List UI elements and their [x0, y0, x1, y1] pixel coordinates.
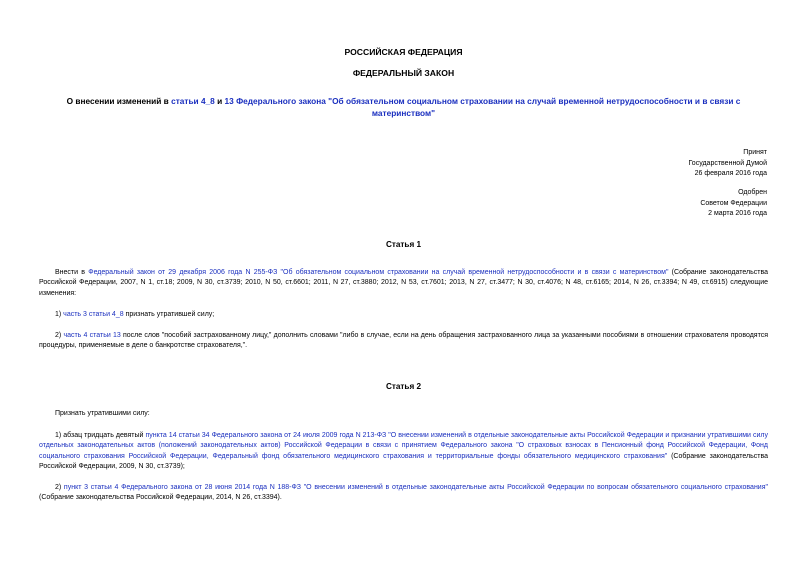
approved-line-1: Одобрен — [738, 189, 767, 196]
title-text-1: О внесении изменений в — [66, 96, 172, 106]
article-1-heading: Статья 1 — [385, 240, 422, 249]
a1-intro-text-1: Внести в — [55, 269, 89, 276]
adopted-line-1: Принят — [743, 149, 767, 156]
doc-type-heading: ФЕДЕРАЛЬНЫЙ ЗАКОН — [352, 68, 455, 78]
a2-item1-text-1: 1) абзац тридцать девятый — [55, 432, 146, 439]
adopted-line-3: 26 февраля 2016 года — [694, 170, 767, 178]
article-1-intro — [39, 268, 768, 299]
law-title — [44, 96, 763, 119]
approved-line-3: 2 марта 2016 года — [708, 210, 767, 218]
a1-item1-link[interactable]: часть 3 статьи 4_8 — [63, 311, 124, 318]
article-2-item-1 — [39, 431, 768, 473]
a2-item1-link[interactable]: пункта 14 статьи 34 Федерального закона от 24 июля 2009 года N 213-ФЗ "О внесении изменений в отдельные законодательные акты Российской Федерации и признании утратившими силу отдельных законодательных актов (положений законодательных актов) Российской Федерации в связи с принятием Федерального закона "О страховых взносах в Пенсионный фонд Российской Федерации, Фонд социального страхования Российской Федерации, Федеральный фонд обязательного медицинского страхования и территориальные фонды обязательного медицинского страхования" — [39, 432, 768, 460]
approved-block — [700, 188, 767, 220]
article-2-heading: Статья 2 — [385, 382, 422, 391]
adopted-line-2: Государственной Думой — [688, 159, 767, 167]
adopted-block — [688, 148, 767, 180]
a1-item2-link[interactable]: часть 4 статьи 13 — [63, 332, 121, 339]
a2-item2-link[interactable]: пункт 3 статьи 4 Федерального закона от 28 июня 2014 года N 188-ФЗ "О внесении изменений в отдельные законодательные акты Российской Федерации по вопросам обязательного социального страхования" — [63, 484, 768, 491]
approved-line-2: Советом Федерации — [700, 199, 767, 207]
article-1-item-2 — [39, 331, 768, 352]
a2-item1-text-2: (Собрание законодательства Российской Федерации, 2009, N 30, ст.3739); — [39, 452, 768, 471]
title-link-article-13[interactable]: 13 Федерального закона "Об обязательном социальном страховании на случай временной нетрудоспособности и в связи с материнством" — [224, 96, 741, 118]
a1-intro-link-law-255[interactable]: Федеральный закон от 29 декабря 2006 года N 255-ФЗ "Об обязательном социальном страховании на случай временной нетрудоспособности и в связи с материнством" — [88, 269, 669, 276]
article-2-intro: Признать утратившими силу: — [55, 410, 150, 417]
a2-item2-text-2: (Собрание законодательства Российской Федерации, 2014, N 26, ст.3394). — [39, 494, 282, 502]
title-text-2: и — [214, 96, 225, 106]
a1-item2-text-1: 2) — [55, 332, 64, 339]
a1-item1-text-1: 1) — [55, 311, 64, 318]
a2-item2-text-1: 2) — [55, 484, 64, 491]
a1-item2-text-2: после слов "пособий застрахованному лицу," дополнить словами "либо в случае, если на день обращения застрахованного лица за указанными пособиями в отношении страхователя проводятся процедуры, применяемые в деле о банкротстве страхователя,". — [39, 332, 768, 350]
article-1-item-1 — [39, 310, 768, 320]
a1-intro-text-2: (Собрание законодательства Российской Федерации, 2007, N 1, ст.18; 2009, N 30, ст.3739; 2010, N 50, ст.6601; 2011, N 27, ст.3880; 2012, N 53, ст.7601; 2013, N 27, ст.3477; N 30, ст.4076; N 48, ст.6165; 2014, N 26, ст.3394; N 49, ст.6915) следующие изменения: — [39, 269, 768, 297]
a1-item1-text-2: признать утратившей силу; — [123, 311, 215, 318]
title-link-article-4-8[interactable]: статьи 4_8 — [171, 96, 215, 106]
country-heading: РОССИЙСКАЯ ФЕДЕРАЦИЯ — [344, 47, 463, 57]
article-2-item-2 — [39, 483, 768, 504]
